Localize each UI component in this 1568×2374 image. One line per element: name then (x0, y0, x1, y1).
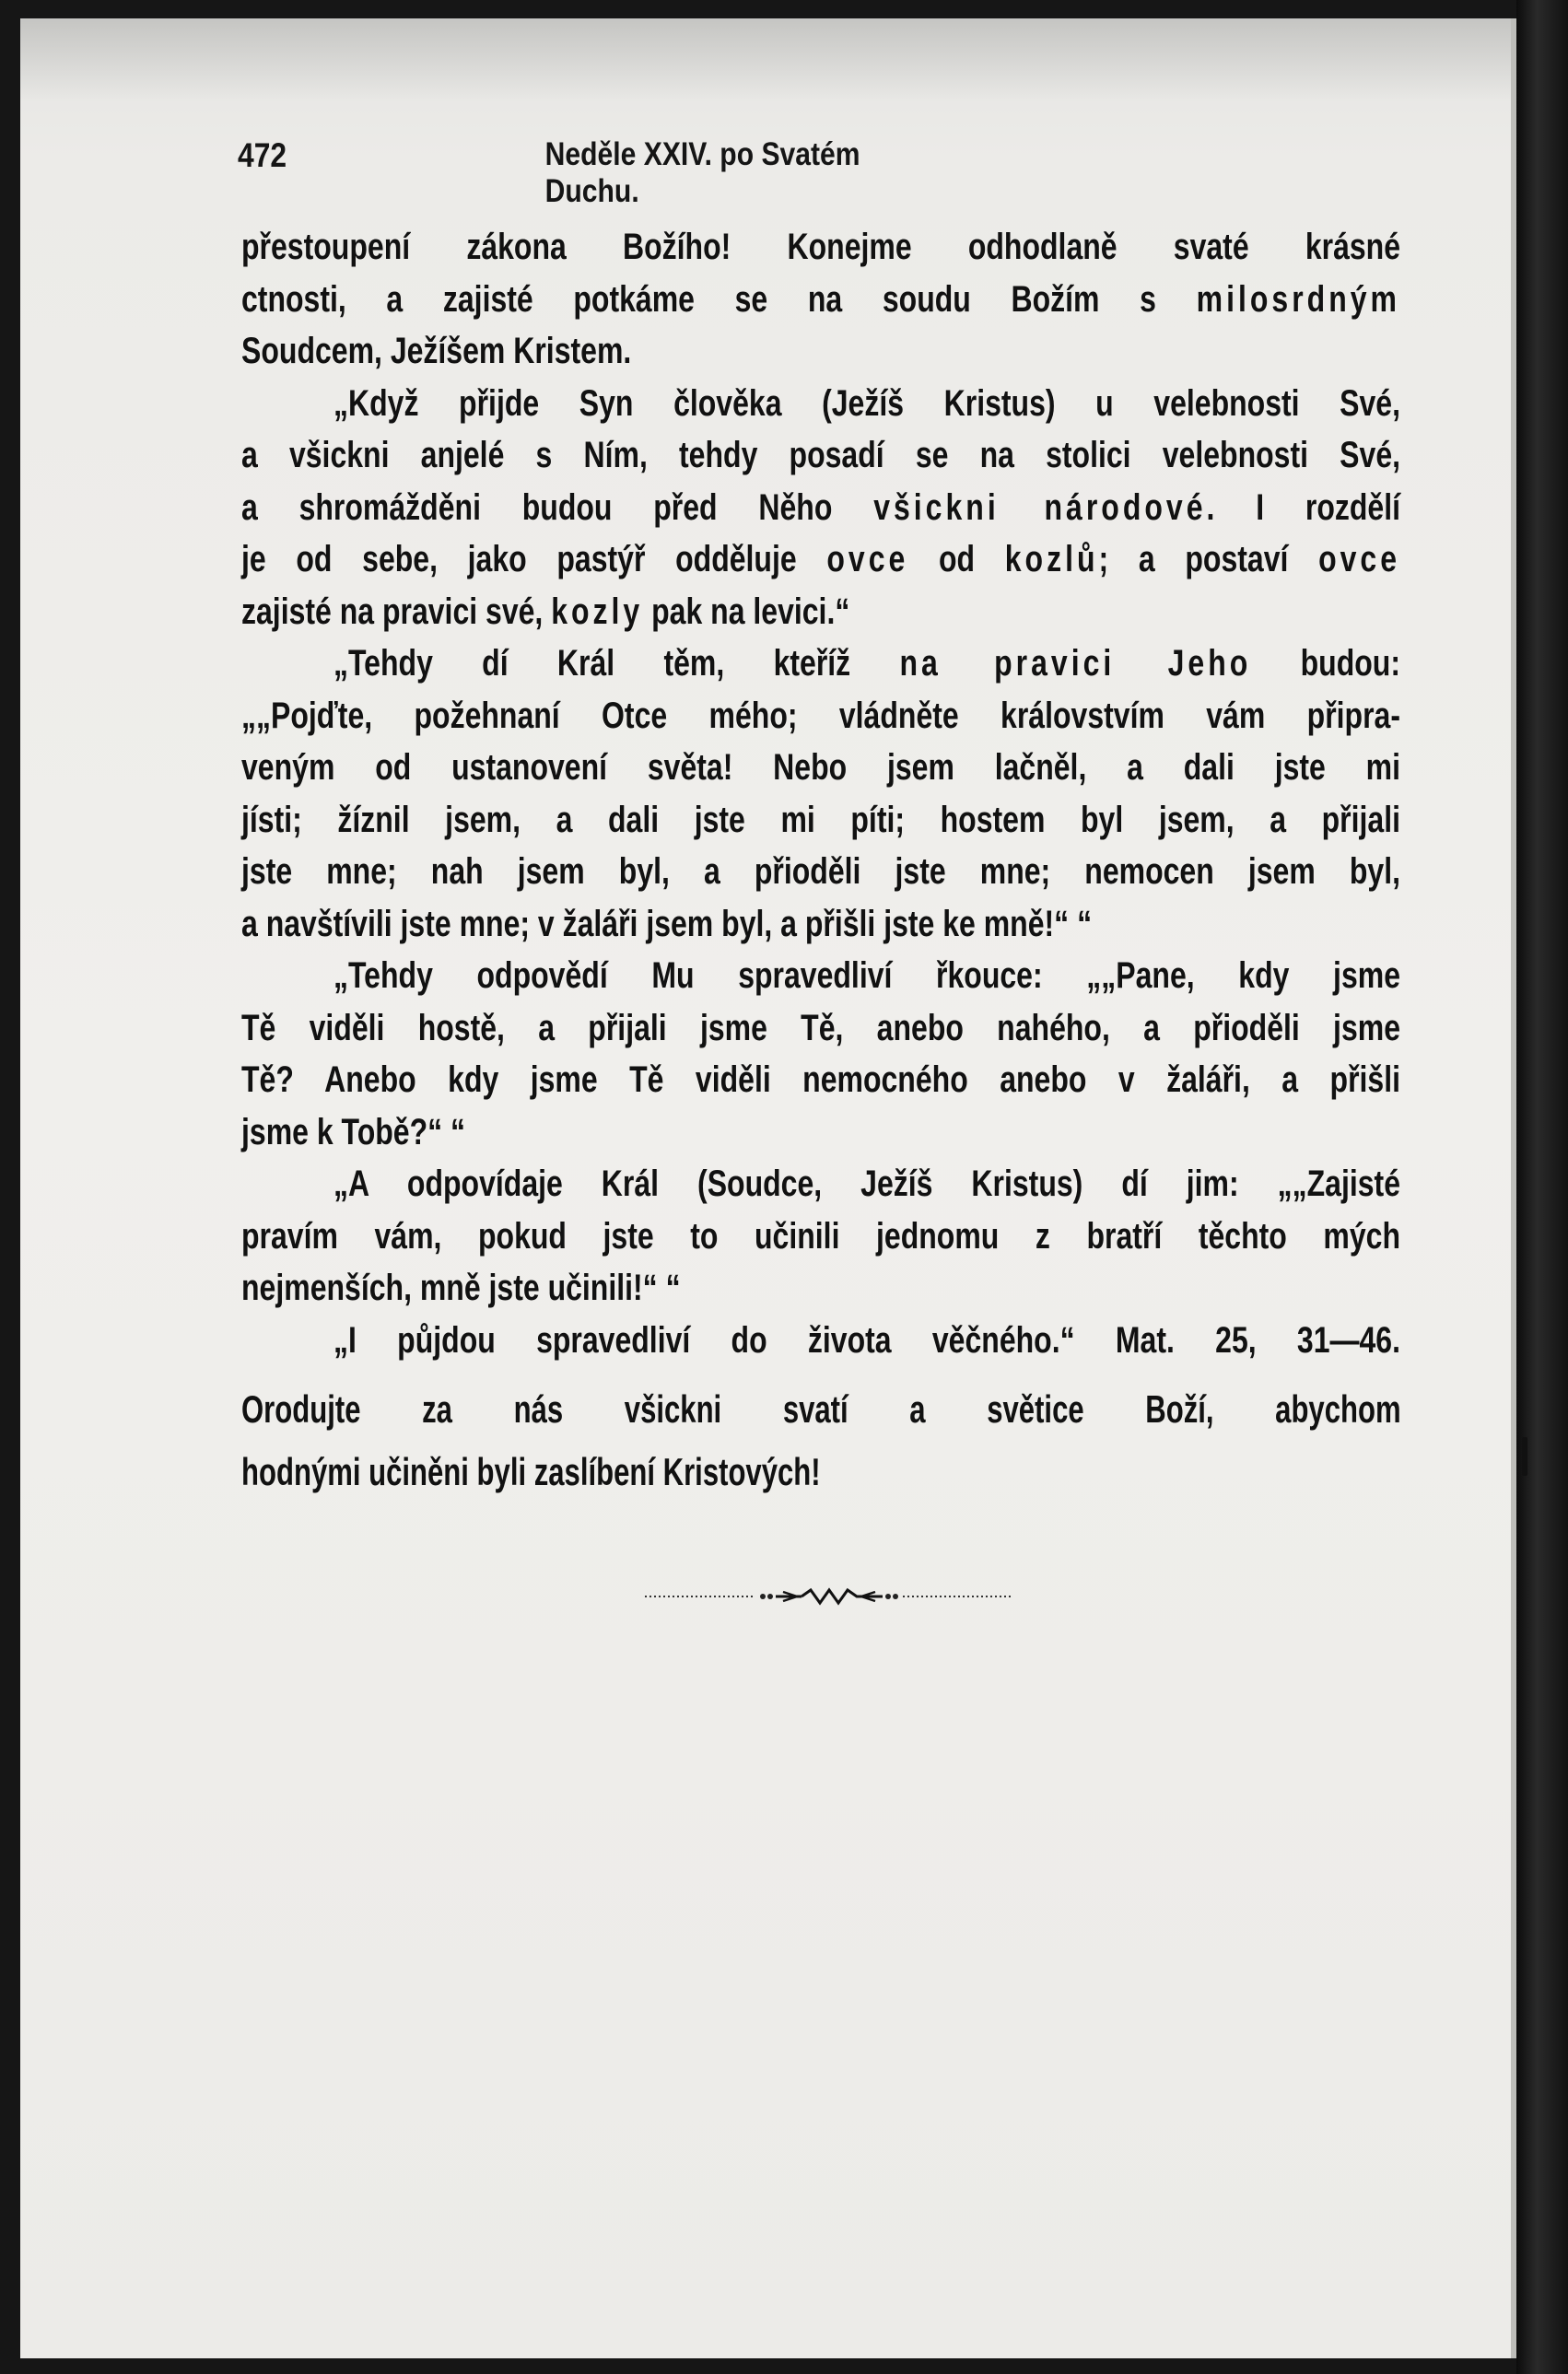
text-run: veným od ustanovení světa! Nebo jsem lačněl, a dali jste mi (241, 747, 1400, 788)
ornament-divider (645, 1583, 1013, 1610)
text-line (241, 846, 1400, 898)
text-run: ; a postaví (1098, 539, 1319, 579)
running-head (238, 136, 951, 209)
text-run: „A odpovídaje Král (Soudce, Ježíš Kristus) dí jim: „„Zajisté (333, 1164, 1400, 1204)
spaced-emphasis: všickni národové (873, 486, 1207, 528)
text-run: a všickni anjelé s Ním, tehdy posadí se na stolici velebnosti Své, (241, 435, 1400, 475)
text-line (241, 429, 1400, 482)
text-run: „Když přijde Syn člověka (Ježíš Kristus) u velebnosti Své, (333, 382, 1400, 424)
text-line (241, 1002, 1400, 1055)
prayer-line (241, 1441, 1401, 1503)
text-run: pravím vám, pokud jste to učinili jednomu z bratří těchto mých (241, 1215, 1400, 1257)
text-line (241, 274, 1400, 326)
text-run: „„Pojďte, požehnaní Otce mého; vládněte královstvím vám připra- (241, 695, 1400, 736)
text-run: „I půjdou spravedliví do života věčného.“ Mat. 25, 31—46. (333, 1319, 1400, 1361)
text-line (241, 794, 1400, 847)
scan-mark (1522, 1437, 1527, 1476)
text-line (241, 1054, 1400, 1106)
spaced-emphasis: kozlů (1004, 539, 1099, 579)
text-line (241, 950, 1400, 1002)
text-line (241, 1315, 1400, 1367)
text-line (241, 586, 1400, 638)
spaced-emphasis: ovce (826, 539, 909, 579)
text-run: Soudcem, Ježíšem Kristem. (241, 331, 632, 371)
body-text (241, 221, 1400, 1366)
text-run: hodnými učiněni byli zaslíbení Kristových! (241, 1450, 821, 1493)
text-line (241, 1262, 1400, 1315)
text-line (241, 1210, 1400, 1263)
text-line (241, 690, 1400, 743)
text-line (241, 1106, 1400, 1159)
text-run: „Tehdy odpovědí Mu spravedliví řkouce: „„Pane, kdy jsme (333, 955, 1400, 996)
text-line (241, 325, 1400, 378)
text-line (241, 482, 1400, 534)
spaced-emphasis: kozly (551, 591, 644, 632)
closing-prayer (241, 1378, 1400, 1503)
text-run: Tě viděli hostě, a přijali jsme Tě, anebo nahého, a přioděli jsme (241, 1007, 1400, 1048)
text-run: nejmenších, mně jste učinili!“ “ (241, 1268, 681, 1308)
prayer-line (241, 1378, 1401, 1441)
text-run: . I rozdělí (1206, 486, 1401, 528)
text-run: budou: (1251, 643, 1400, 684)
text-line (241, 898, 1400, 951)
text-run: Tě? Anebo kdy jsme Tě viděli nemocného anebo v žaláři, a přišli (241, 1059, 1400, 1100)
page-number: 472 (238, 136, 287, 174)
text-line (241, 1158, 1400, 1210)
text-run: Orodujte za nás všickni svatí a světice Boží, abychom (241, 1387, 1401, 1431)
text-run: jísti; žíznil jsem, a dali jste mi píti; hostem byl jsem, a přijali (241, 799, 1400, 840)
text-run: je od sebe, jako pastýř odděluje (241, 539, 827, 579)
text-line (241, 533, 1400, 586)
text-run: od (908, 539, 1005, 579)
text-run: „Tehdy dí Král těm, kteříž (333, 643, 900, 684)
text-run: a navštívili jste mne; v žaláři jsem byl, a přišli jste ke mně!“ “ (241, 903, 1093, 944)
spaced-emphasis: milosrdným (1196, 278, 1400, 320)
text-line (241, 742, 1400, 794)
scan-edge (1516, 0, 1568, 2374)
text-line (241, 378, 1400, 430)
text-run: přestoupení zákona Božího! Konejme odhodlaně svaté krásné (241, 227, 1400, 267)
text-run: zajisté na pravici své, (241, 591, 552, 632)
text-run: pak na levici.“ (643, 591, 850, 632)
text-run: a shromážděni budou před Něho (241, 486, 874, 528)
text-line (241, 637, 1400, 690)
running-title: Neděle XXIV. po Svatém Duchu. (544, 136, 860, 209)
text-run: jste mne; nah jsem byl, a přioděli jste mne; nemocen jsem byl, (241, 851, 1400, 892)
spaced-emphasis: ovce (1318, 539, 1401, 579)
text-run: ctnosti, a zajisté potkáme se na soudu Božím s (241, 278, 1197, 320)
text-line (241, 221, 1400, 274)
text-run: jsme k Tobě?“ “ (241, 1111, 466, 1152)
spaced-emphasis: na pravici Jeho (899, 643, 1252, 684)
